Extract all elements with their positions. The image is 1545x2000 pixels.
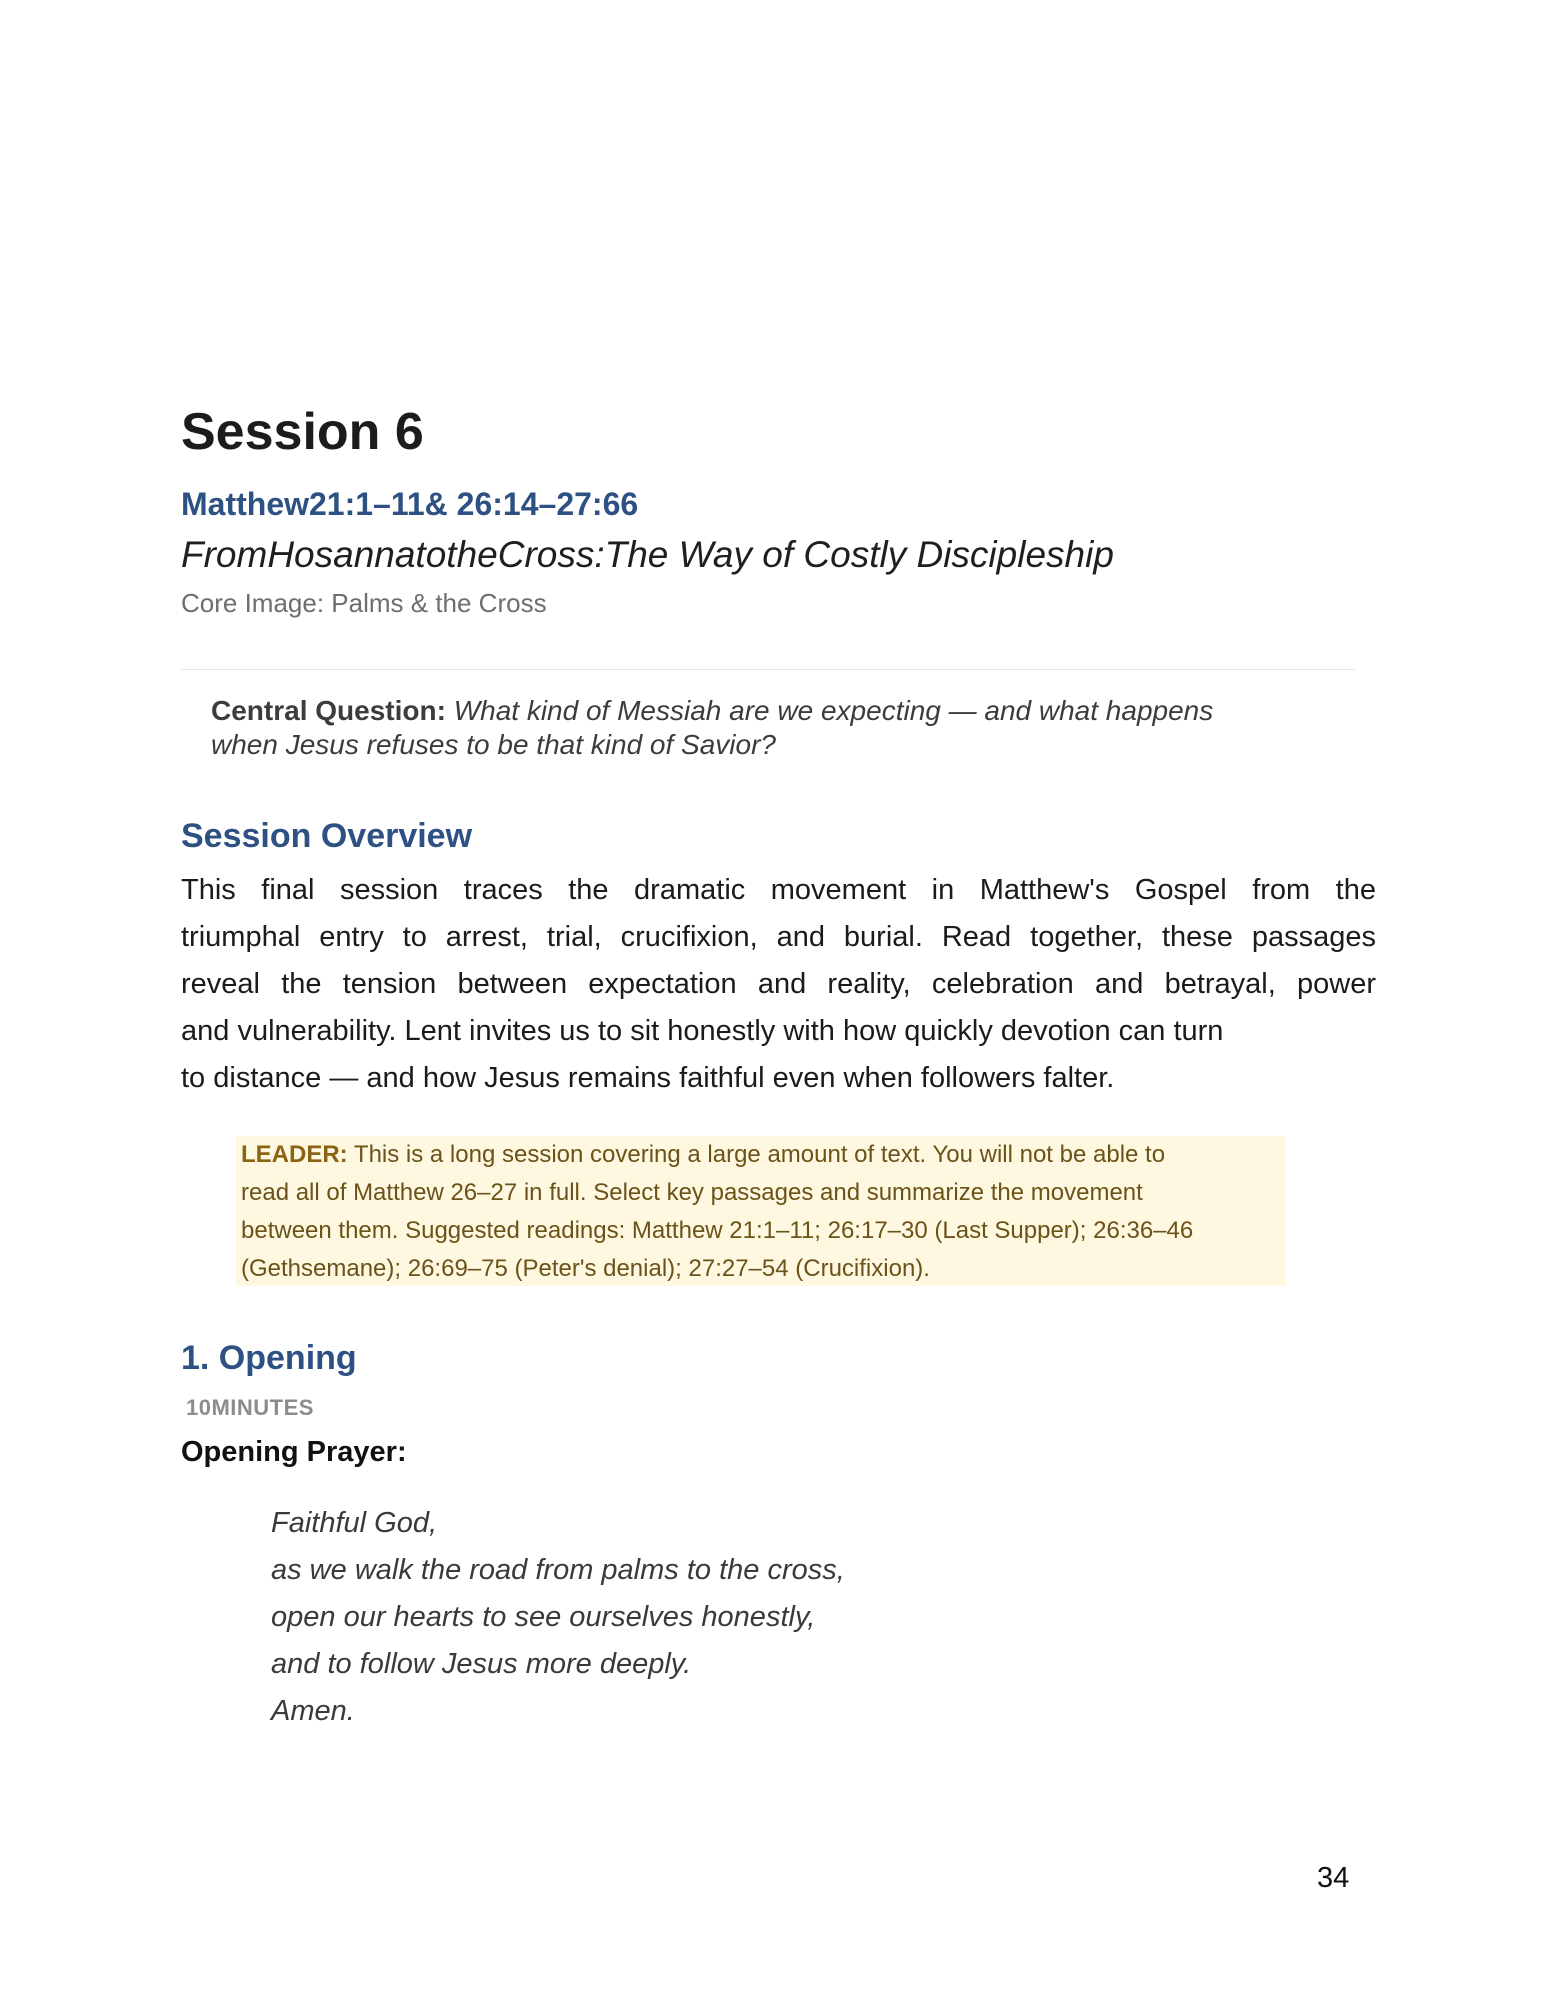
page-number: 34 xyxy=(1317,1862,1350,1894)
leader-note-line: between them. Suggested readings: Matthew 21:1–11; 26:17–30 (Last Supper); 26:36–46 xyxy=(241,1217,1194,1244)
leader-note-line xyxy=(241,1136,1286,1174)
overview-line: reveal the tension between expectation and reality, celebration and betrayal, power xyxy=(181,968,1376,1000)
prayer-line: Faithful God, xyxy=(271,1507,438,1539)
overview-line: to distance — and how Jesus remains faithful even when followers falter. xyxy=(181,1062,1115,1094)
opening-heading: 1. Opening xyxy=(181,1339,357,1377)
overview-line: This final session traces the dramatic movement in Matthew's Gospel from the xyxy=(181,874,1376,906)
section-divider xyxy=(181,669,1355,670)
document-page xyxy=(181,0,1381,2000)
prayer-line: and to follow Jesus more deeply. xyxy=(271,1648,692,1680)
central-question-text-line1: What kind of Messiah are we expecting — and what happens xyxy=(453,695,1214,726)
central-question xyxy=(211,694,1341,762)
prayer-line: Amen. xyxy=(271,1695,355,1727)
leader-note-box xyxy=(236,1136,1286,1286)
central-question-text-line2: when Jesus refuses to be that kind of Savior? xyxy=(211,729,776,760)
opening-duration: 10MINUTES xyxy=(186,1395,314,1420)
session-overview-heading: Session Overview xyxy=(181,817,473,855)
core-image-caption: Core Image: Palms & the Cross xyxy=(181,588,547,618)
opening-prayer-label: Opening Prayer: xyxy=(181,1436,407,1468)
leader-note-label: LEADER: xyxy=(241,1141,348,1168)
overview-line: triumphal entry to arrest, trial, crucifixion, and burial. Read together, these passages xyxy=(181,921,1376,953)
session-overview-body xyxy=(181,867,1376,1102)
leader-note-text: This is a long session covering a large amount of text. You will not be able to xyxy=(353,1141,1166,1168)
session-title: Session 6 xyxy=(181,403,424,461)
prayer-line: as we walk the road from palms to the cross, xyxy=(271,1554,845,1586)
central-question-label: Central Question: xyxy=(211,695,446,726)
leader-note-line: read all of Matthew 26–27 in full. Select key passages and summarize the movement xyxy=(241,1179,1143,1206)
overview-line: and vulnerability. Lent invites us to sit honestly with how quickly devotion can turn xyxy=(181,1015,1224,1047)
scripture-reference: Matthew21:1–11& 26:14–27:66 xyxy=(181,486,639,522)
opening-prayer xyxy=(271,1500,845,1735)
leader-note-line: (Gethsemane); 26:69–75 (Peter's denial); 27:27–54 (Crucifixion). xyxy=(241,1255,930,1282)
session-subtitle: FromHosannatotheCross:The Way of Costly Discipleship xyxy=(181,534,1114,575)
prayer-line: open our hearts to see ourselves honestly, xyxy=(271,1601,816,1633)
